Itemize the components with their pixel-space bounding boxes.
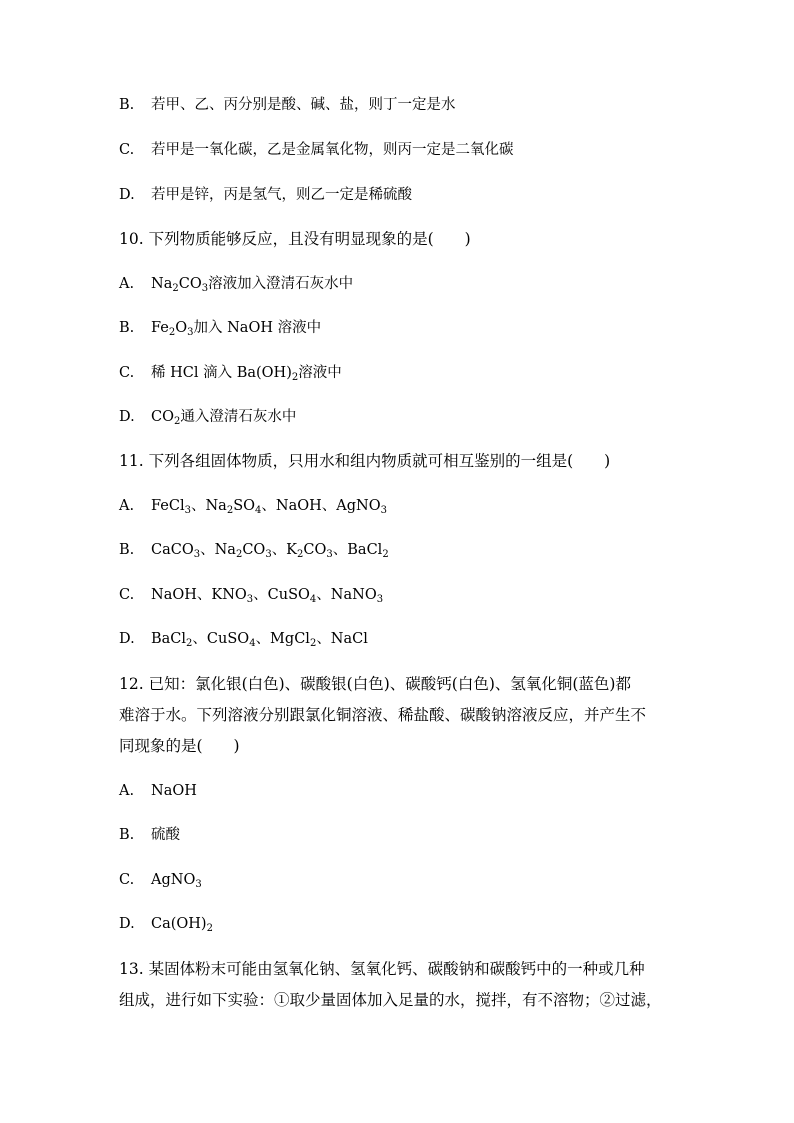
q12-option-a[interactable] xyxy=(119,781,197,801)
option-text: 若甲是一氧化碳，乙是金属氧化物，则丙一定是二氧化碳 xyxy=(151,142,514,158)
option-text: $Ca(OH)_2$ xyxy=(151,916,213,934)
q10-option-d[interactable] xyxy=(119,407,296,427)
q11-option-d[interactable] xyxy=(119,629,368,649)
option-letter: C. xyxy=(119,365,135,381)
option-text: 若甲是锌，丙是氢气，则乙一定是稀硫酸 xyxy=(151,187,412,203)
option-text: BaCl$_2$、CuSO$_4$、MgCl$_2$、NaCl xyxy=(151,631,368,649)
q11-stem: 11. 下列各组固体物质，只用水和组内物质就可相互鉴别的一组是( ) xyxy=(119,452,611,470)
option-letter: B. xyxy=(119,97,135,113)
option-letter: C. xyxy=(119,872,135,888)
q12-stem-line1: 12. 已知：氯化银(白色)、碳酸银(白色)、碳酸钙(白色)、氢氧化铜(蓝色)都 xyxy=(119,675,631,693)
option-letter: D. xyxy=(119,916,135,932)
option-letter: D. xyxy=(119,631,135,647)
option-letter: B. xyxy=(119,320,135,336)
option-letter: A. xyxy=(119,783,135,799)
option-letter: A. xyxy=(119,498,135,514)
q12-option-d[interactable] xyxy=(119,914,213,934)
option-letter: B. xyxy=(119,827,135,843)
q11-option-b[interactable] xyxy=(119,540,389,560)
option-text: $Na_2CO_3$溶液加入澄清石灰水中 xyxy=(151,276,354,294)
option-letter: A. xyxy=(119,276,135,292)
option-text: FeCl$_3$、$Na_2SO_4$、NaOH、AgNO$_3$ xyxy=(151,498,387,516)
option-text: $Fe_2O_3$加入 NaOH 溶液中 xyxy=(151,320,322,338)
option-text: NaOH xyxy=(151,783,197,799)
option-letter: C. xyxy=(119,587,135,603)
q13-stem-line1: 13. 某固体粉末可能由氢氧化钠、氢氧化钙、碳酸钠和碳酸钙中的一种或几种 xyxy=(119,960,645,978)
q12-option-c[interactable] xyxy=(119,870,202,890)
option-letter: C. xyxy=(119,142,135,158)
option-text: AgNO$_3$ xyxy=(151,872,202,890)
option-letter: D. xyxy=(119,187,135,203)
option-letter: B. xyxy=(119,542,135,558)
q12-stem-line2: 难溶于水。下列溶液分别跟氯化铜溶液、稀盐酸、碳酸钠溶液反应，并产生不 xyxy=(119,706,647,724)
q10-option-b[interactable] xyxy=(119,318,321,338)
q11-option-a[interactable] xyxy=(119,496,387,516)
q9-option-b[interactable] xyxy=(119,95,456,115)
q11-option-c[interactable] xyxy=(119,585,383,605)
option-text: NaOH、$KNO_3$、CuSO$_4$、NaNO$_3$ xyxy=(151,587,384,605)
option-text: 稀 HCl 滴入 $Ba(OH)_2$溶液中 xyxy=(151,365,342,383)
q9-option-c[interactable] xyxy=(119,140,514,160)
q10-option-c[interactable] xyxy=(119,363,342,383)
q10-stem: 10. 下列物质能够反应，且没有明显现象的是( ) xyxy=(119,230,471,248)
q10-option-a[interactable] xyxy=(119,274,353,294)
option-text: $CO_2$通入澄清石灰水中 xyxy=(151,409,297,427)
q13-stem-line2: 组成，进行如下实验：①取少量固体加入足量的水，搅拌，有不溶物；②过滤， xyxy=(119,991,662,1009)
q12-stem-line3: 同现象的是( ) xyxy=(119,737,240,755)
option-letter: D. xyxy=(119,409,135,425)
option-text: 若甲、乙、丙分别是酸、碱、盐，则丁一定是水 xyxy=(151,97,456,113)
q9-option-d[interactable] xyxy=(119,185,412,205)
option-text: CaCO$_3$、$Na_2CO_3$、$K_2CO_3$、BaCl$_2$ xyxy=(151,542,389,560)
q12-option-b[interactable] xyxy=(119,825,180,845)
option-text: 硫酸 xyxy=(151,827,180,843)
